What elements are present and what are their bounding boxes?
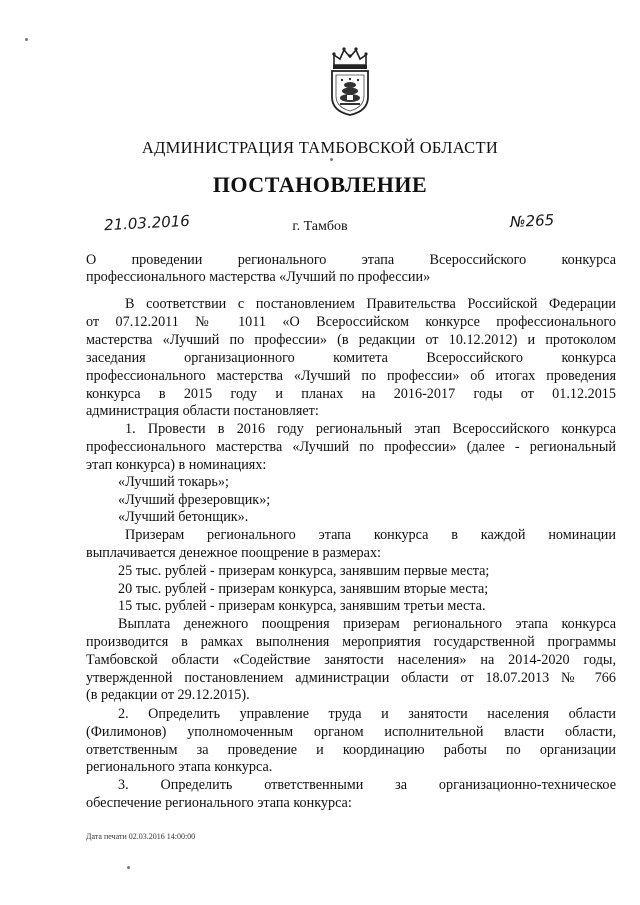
body-text-line: Тамбовской области «Содействие занятости населения» на 2014-2020 годы, — [86, 652, 616, 668]
body-text-line: «Лучший фрезеровщик»; — [118, 492, 271, 508]
body-text-line: обеспечение регионального этапа конкурса: — [86, 795, 352, 811]
scan-speck — [330, 158, 333, 161]
body-text-line: Выплата денежного поощрения призерам регионального этапа конкурса — [118, 616, 616, 632]
body-text-line: конкурса в 2015 году и планах на 2016-2017 годы от 01.12.2015 — [86, 386, 616, 402]
handwritten-date: 21.03.2016 — [103, 211, 191, 235]
body-text-line: ответственным за проведение и координацию работы по организации — [86, 742, 616, 758]
body-text-line: (Филимонов) уполномоченным органом исполнительной власти области, — [86, 724, 616, 740]
body-text-line: администрация области постановляет: — [86, 403, 319, 419]
body-text-line: этап конкурса) в номинациях: — [86, 457, 267, 473]
body-text-line: 15 тыс. рублей - призерам конкурса, занявшим третьи места. — [118, 598, 486, 614]
print-date-footer: Дата печати 02.03.2016 14:00:00 — [86, 832, 196, 841]
body-text-line: «Лучший токарь»; — [118, 474, 229, 490]
coat-of-arms-emblem — [326, 45, 374, 117]
body-text-line: регионального этапа конкурса. — [86, 759, 273, 775]
body-text-line: 20 тыс. рублей - призерам конкурса, занявшим вторые места; — [118, 581, 489, 597]
handwritten-document-number: №265 — [509, 210, 555, 232]
body-text-line: мастерства «Лучший по профессии» (в редакции от 10.12.2012) и протоколом — [86, 332, 616, 348]
body-text-line: (в редакции от 29.12.2015). — [86, 687, 250, 703]
body-text-line: профессионального мастерства «Лучший по профессии» — [86, 269, 431, 285]
body-text-line: профессионального мастерства «Лучший по профессии» об итогах проведения — [86, 368, 616, 384]
body-text-line: утвержденной постановлением администрации области от 18.07.2013 № 766 — [86, 670, 616, 686]
city-label: г. Тамбов — [292, 219, 348, 234]
body-text-line: от 07.12.2011 № 1011 «О Всероссийском конкурсе профессионального — [86, 314, 616, 330]
scan-speck — [25, 38, 28, 41]
organization-title: АДМИНИСТРАЦИЯ ТАМБОВСКОЙ ОБЛАСТИ — [141, 138, 499, 157]
document-type-title: ПОСТАНОВЛЕНИЕ — [212, 172, 428, 197]
body-text-line: профессионального мастерства «Лучший по профессии» (далее - региональный — [86, 439, 616, 455]
body-text-line: производится в рамках выполнения мероприятия государственной программы — [86, 634, 616, 650]
body-text-line: 2. Определить управление труда и занятости населения области — [118, 706, 616, 722]
body-text-line: «Лучший бетонщик». — [118, 509, 249, 525]
body-text-line: выплачивается денежное поощрение в размерах: — [86, 545, 381, 561]
body-text-line: О проведении регионального этапа Всероссийского конкурса — [86, 252, 616, 268]
body-text-line: 3. Определить ответственными за организационно-техническое — [118, 777, 616, 793]
body-text-line: 1. Провести в 2016 году региональный этап Всероссийского конкурса — [125, 421, 616, 437]
scan-speck — [127, 866, 130, 869]
body-text-line: Призерам регионального этапа конкурса в каждой номинации — [125, 527, 616, 543]
body-text-line: В соответствии с постановлением Правительства Российской Федерации — [125, 296, 616, 312]
body-text-line: 25 тыс. рублей - призерам конкурса, занявшим первые места; — [118, 563, 490, 579]
body-text-line: заседания организационного комитета Всероссийского конкурса — [86, 350, 616, 366]
